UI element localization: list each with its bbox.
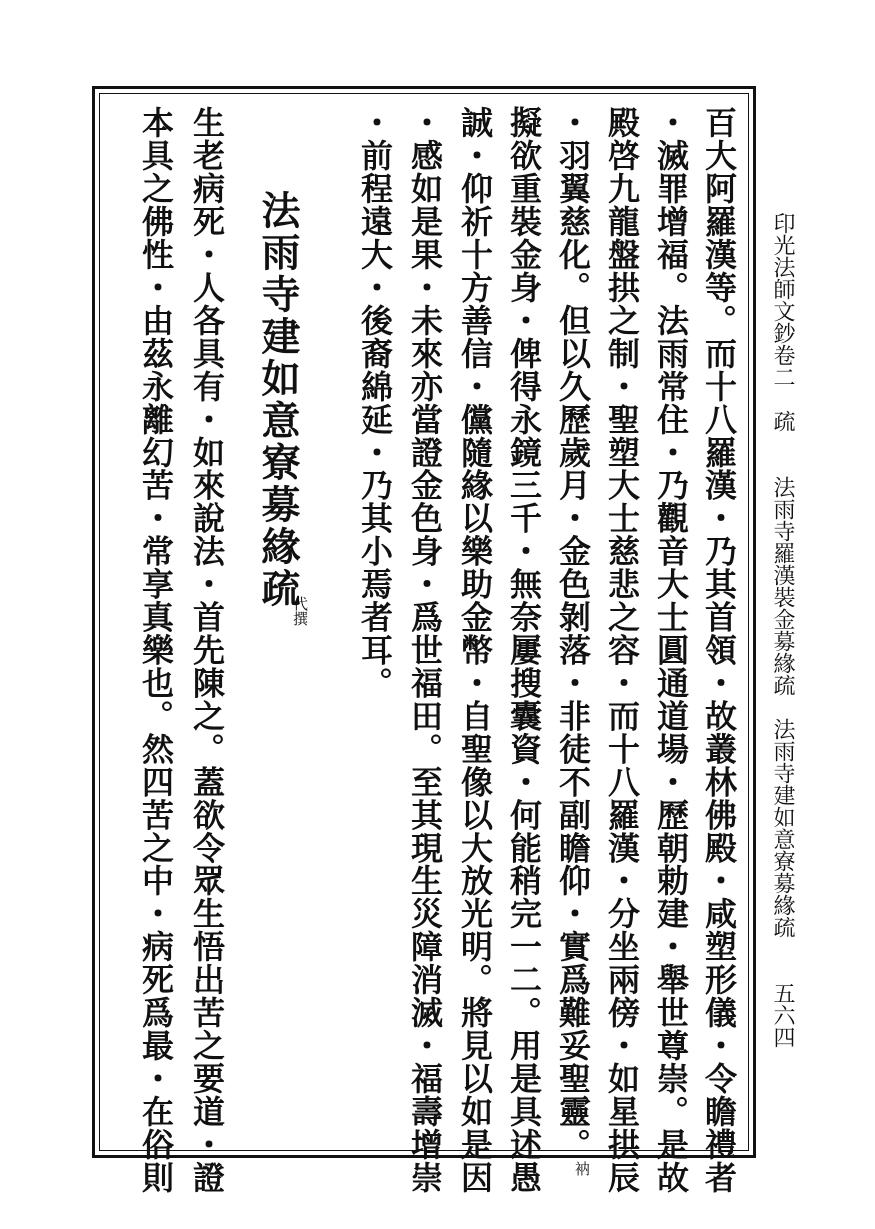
column-note: 衲 bbox=[573, 1160, 591, 1176]
text-column-8: ・前程遠大・後裔綿延・乃其小焉者耳。 bbox=[356, 106, 394, 700]
text-column-10: 本具之佛性・由茲永離幻苦・常享真樂也。然四苦之中・病死爲最・在俗則 bbox=[137, 106, 175, 1194]
text-column-9: 生老病死・人各具有・如來說法・首先陳之。蓋欲令眾生悟出苦之要道・證 bbox=[188, 106, 226, 1194]
header-book: 印光法師文鈔卷二 bbox=[770, 212, 795, 388]
running-header bbox=[771, 212, 793, 1048]
text-column-2: ・滅罪增福。法雨常住・乃觀音大士圓通道場・歷朝勅建・舉世尊崇。是故 bbox=[652, 106, 690, 1194]
text-column-3: 殿啓九龍盤拱之制・聖塑大士慈悲之容・而十八羅漢・分坐兩傍・如星拱辰 bbox=[603, 106, 641, 1194]
header-section: 疏 bbox=[770, 410, 795, 432]
header-cur-title: 法雨寺建如意寮募緣疏 bbox=[770, 718, 795, 938]
page-number: 五六四 bbox=[770, 982, 795, 1048]
header-prev-title: 法雨寺羅漢裝金募緣疏 bbox=[770, 476, 795, 696]
text-column-4 bbox=[554, 106, 592, 1176]
essay-title bbox=[255, 190, 301, 610]
text-column-6: 誠・仰祈十方善信・儻隨緣以樂助金幣・自聖像以大放光明。將見以如是因 bbox=[456, 106, 494, 1194]
essay-title-text: 法雨寺建如意寮募緣疏 bbox=[255, 190, 301, 610]
essay-title-note: 代撰 bbox=[291, 596, 309, 626]
text-column-1: 百大阿羅漢等。而十八羅漢・乃其首領・故叢林佛殿・咸塑形儀・令瞻禮者 bbox=[700, 106, 738, 1194]
text-column-7: ・感如是果・未來亦當證金色身・爲世福田。至其現生災障消滅・福壽增崇 bbox=[406, 106, 444, 1194]
text-column-4-text: ・羽翼慈化。但以久歷歲月・金色剝落・非徒不副瞻仰・實爲難妥聖靈。 bbox=[554, 106, 592, 1161]
text-column-5: 擬欲重裝金身・俾得永鏡三千・無奈屢搜囊資・何能稍完一二。用是具述愚 bbox=[505, 106, 543, 1194]
